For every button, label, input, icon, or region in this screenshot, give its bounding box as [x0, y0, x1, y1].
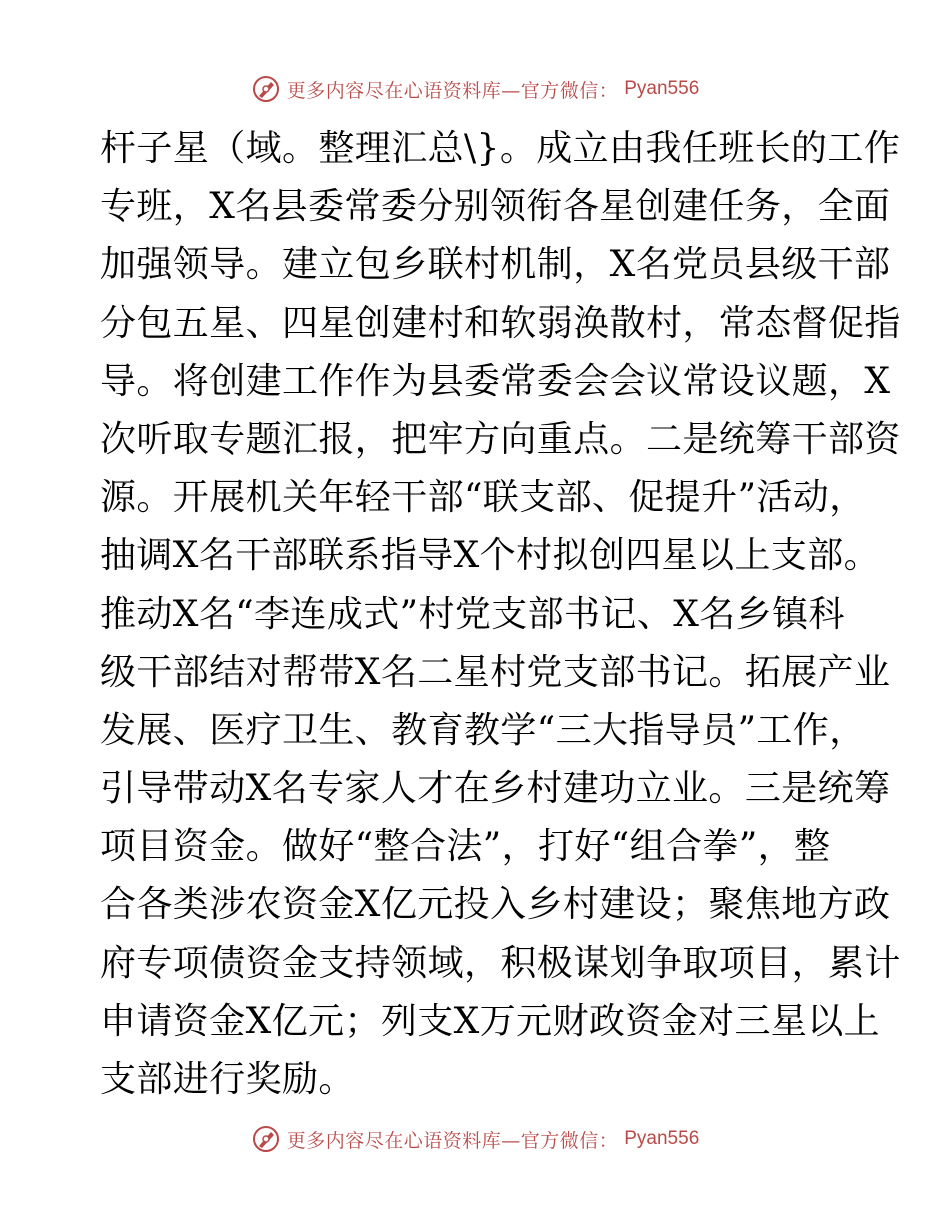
quill-logo-icon — [251, 74, 281, 104]
body-line: 抽调X名干部联系指导X个村拟创四星以上支部。 — [100, 535, 881, 577]
body-line: 发展、医疗卫生、教育教学“三大指导员”工作， — [100, 709, 866, 751]
body-line: 专班，X名县委常委分别领衔各星创建任务，全面 — [100, 186, 891, 228]
body-line: 引导带动X名专家人才在乡村建功立业。三是统筹 — [100, 768, 891, 810]
body-line: 次听取专题汇报，把牢方向重点。二是统筹干部资 — [100, 418, 901, 460]
quill-logo-icon — [251, 1124, 281, 1154]
body-line: 支部进行奖励。 — [100, 1059, 355, 1100]
body-line: 项目资金。做好“整合法”，打好“组合拳”，整 — [100, 826, 831, 868]
body-line: 加强领导。建立包乡联村机制，X名党员县级干部 — [100, 244, 891, 286]
body-line: 导。将创建工作作为县委常委会会议常设议题，X — [100, 360, 891, 402]
watermark-wechat-id: Pyan556 — [624, 78, 700, 99]
body-line: 级干部结对帮带X名二星村党支部书记。拓展产业 — [100, 651, 891, 693]
watermark-wechat-id: Pyan556 — [624, 1128, 700, 1149]
watermark-text: 更多内容尽在心语资料库—官方微信： — [286, 79, 619, 102]
header-watermark — [0, 74, 950, 104]
body-line: 府专项债资金支持领域，积极谋划争取项目，累计 — [100, 942, 901, 984]
body-line: 推动X名“李连成式”村党支部书记、X名乡镇科 — [100, 593, 845, 635]
body-line: 申请资金X亿元；列支X万元财政资金对三星以上 — [100, 1000, 881, 1042]
body-line: 源。开展机关年轻干部“联支部、促提升”活动， — [100, 477, 866, 519]
body-line: 合各类涉农资金X亿元投入乡村建设；聚焦地方政 — [100, 884, 891, 926]
body-line: 杆子星（域。整理汇总\}。成立由我任班长的工作 — [100, 128, 901, 169]
watermark-text: 更多内容尽在心语资料库—官方微信： — [286, 1129, 619, 1152]
document-body — [100, 120, 901, 1109]
body-line: 分包五星、四星创建村和软弱涣散村，常态督促指 — [100, 302, 901, 344]
footer-watermark — [0, 1124, 950, 1154]
